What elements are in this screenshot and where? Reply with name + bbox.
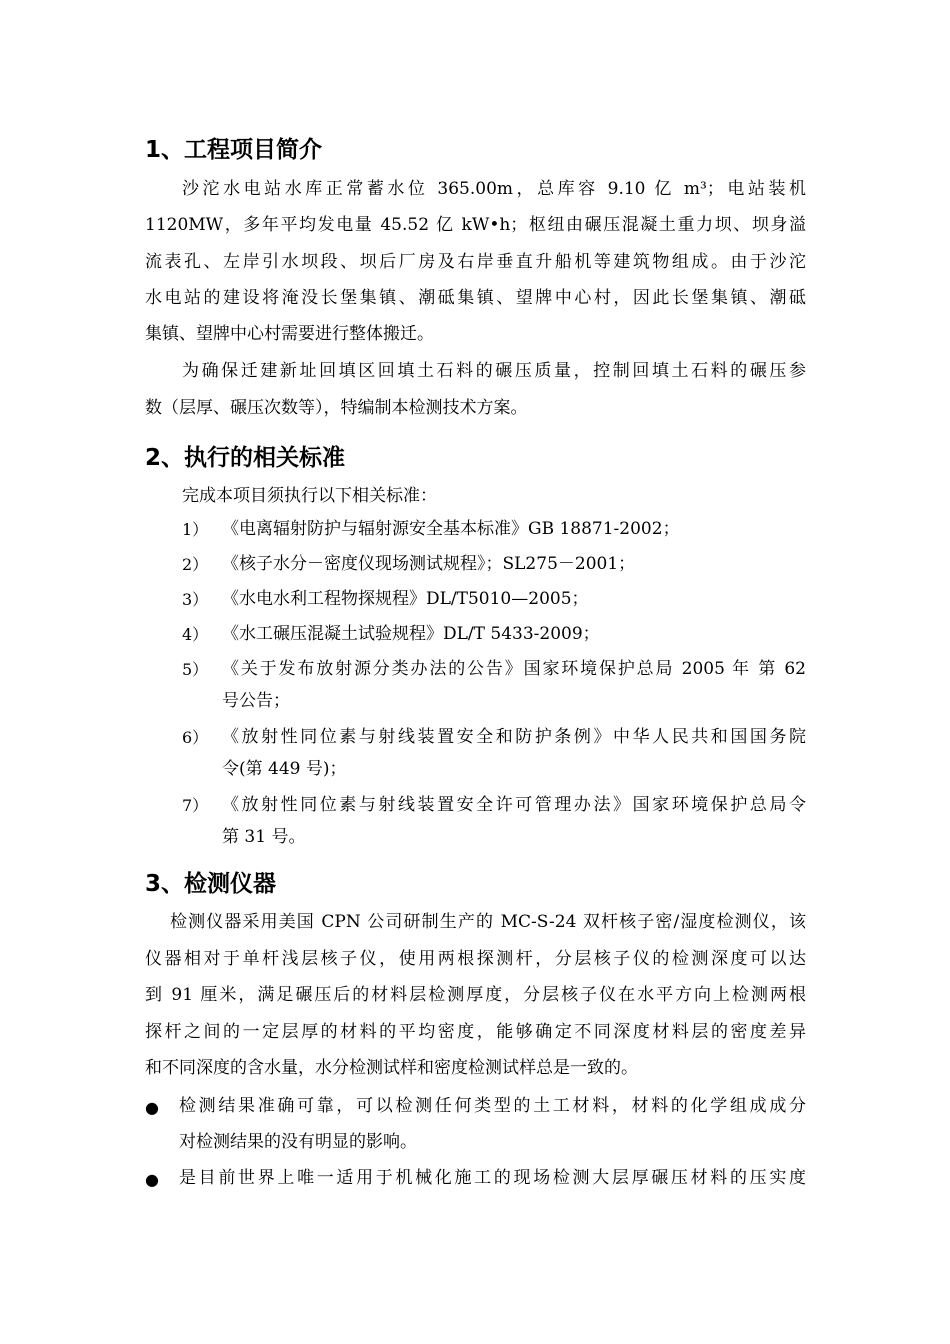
list-item-text-continued: 令(第 449 号)； [222, 759, 347, 779]
list-item-number: 6） [182, 728, 209, 747]
section-1-para-1-line-2: 1120MW，多年平均发电量 45.52 亿 kW•h；枢纽由碾压混凝土重力坝、坝身溢 [145, 215, 806, 235]
list-item-text: 《水工碾压混凝土试验规程》DL/T 5433-2009； [222, 624, 600, 644]
list-item-number: 7） [182, 796, 209, 815]
list-item-text: 《水电水利工程物探规程》DL/T5010—2005； [222, 589, 589, 609]
list-item-text-continued: 号公告； [222, 691, 290, 711]
section-3-para-line-1: 检测仪器采用美国 CPN 公司研制生产的 MC-S-24 双杆核子密/湿度检测仪，该 [170, 912, 806, 932]
bullet-icon: ● [145, 1170, 159, 1189]
list-item-text-continued: 第 31 号。 [222, 827, 306, 847]
list-item-text: 《放射性同位素与射线装置安全许可管理办法》国家环境保护总局令 [222, 795, 806, 815]
section-1-para-1-line-3: 流表孔、左岸引水坝段、坝后厂房及右岸垂直升船机等建筑物组成。由于沙沱 [145, 252, 806, 272]
section-1-para-1-line-4: 水电站的建设将淹没长堡集镇、潮砥集镇、望牌中心村，因此长堡集镇、潮砥 [145, 288, 806, 308]
list-item-text: 《关于发布放射源分类办法的公告》国家环境保护总局 2005 年 第 62 [222, 659, 806, 679]
section-3-para-line-4: 探杆之间的一定层厚的材料的平均密度，能够确定不同深度材料层的密度差异 [145, 1022, 806, 1042]
bullet-item-text-continued: 对检测结果的没有明显的影响。 [179, 1132, 417, 1152]
section-3-para-line-5: 和不同深度的含水量，水分检测试样和密度检测试样总是一致的。 [145, 1058, 638, 1078]
list-item-text: 《核子水分－密度仪现场测试规程》；SL275－2001； [222, 554, 636, 574]
section-3-heading: 3、检测仪器 [145, 871, 277, 897]
list-item-number: 3） [182, 590, 209, 609]
list-item-text: 《放射性同位素与射线装置安全和防护条例》中华人民共和国国务院 [222, 727, 806, 747]
list-item-number: 2） [182, 555, 209, 574]
bullet-item-text: 检测结果准确可靠，可以检测任何类型的土工材料，材料的化学组成成分 [179, 1096, 806, 1116]
section-1-para-1-line-5: 集镇、望牌中心村需要进行整体搬迁。 [145, 324, 434, 344]
section-3-para-line-2: 仪器相对于单杆浅层核子仪，使用两根探测杆，分层核子仪的检测深度可以达 [145, 949, 806, 969]
list-item-text: 《电离辐射防护与辐射源安全基本标准》GB 18871-2002； [222, 519, 680, 539]
bullet-icon: ● [145, 1098, 159, 1117]
list-item-number: 5） [182, 660, 209, 679]
list-item-number: 1） [182, 520, 209, 539]
list-item-number: 4） [182, 625, 209, 644]
section-2-heading: 2、执行的相关标准 [145, 445, 346, 471]
bullet-item-text: 是目前世界上唯一适用于机械化施工的现场检测大层厚碾压材料的压实度 [179, 1168, 806, 1188]
section-1-para-2-line-2: 数（层厚、碾压次数等），特编制本检测技术方案。 [145, 398, 528, 418]
section-2-intro: 完成本项目须执行以下相关标准： [182, 486, 437, 506]
section-1-para-2-line-1: 为确保迁建新址回填区回填土石料的碾压质量，控制回填土石料的碾压参 [182, 361, 806, 381]
section-3-para-line-3: 到 91 厘米，满足碾压后的材料层检测厚度，分层核子仪在水平方向上检测两根 [145, 985, 806, 1005]
section-1-para-1-line-1: 沙沱水电站水库正常蓄水位 365.00m，总库容 9.10 亿 m³；电站装机 [182, 179, 806, 199]
section-1-heading: 1、工程项目简介 [145, 137, 323, 163]
